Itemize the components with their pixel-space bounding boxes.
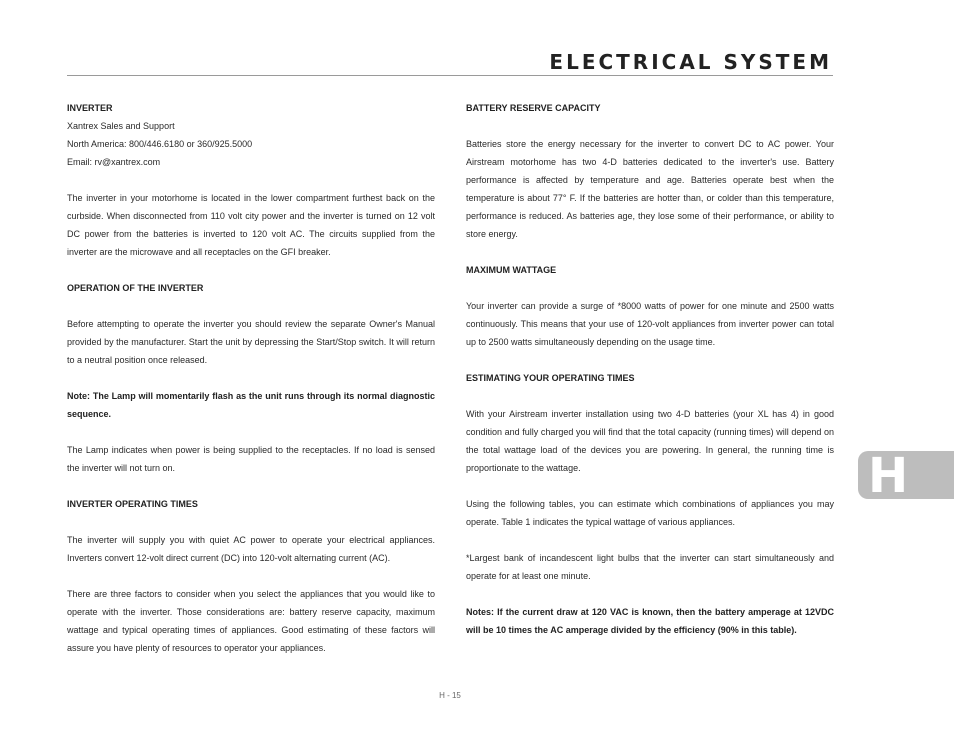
paragraph: Batteries store the energy necessary for the inverter to convert DC to AC power. Your Airstream motorhome has two 4-D batteries dedicated to the inverter's use. Battery performance is affected by temperature and age. Batteries operate best when the temperature is about 77° F. If the batteries are hotter than, or colder than this temperature, performance is reduced. As batteries age, they lose some of their performance, or ability to store energy. — [466, 139, 834, 239]
contact-line: Xantrex Sales and Support — [67, 121, 175, 131]
section-tab-letter: H — [868, 448, 909, 504]
paragraph: The inverter will supply you with quiet AC power to operate your electrical appliances. Inverters convert 12-volt direct current (DC) into 120-volt alternating current (AC). — [67, 535, 435, 563]
page-title: ELECTRICAL SYSTEM — [549, 50, 832, 74]
note-paragraph: Note: The Lamp will momentarily flash as the unit runs through its normal diagnostic sequence. — [67, 391, 435, 419]
paragraph: Your inverter can provide a surge of *8000 watts of power for one minute and 2500 watts continuously. This means that your use of 120-volt appliances from inverter power can total up to 2500 watts simultaneously depending on the usage time. — [466, 301, 834, 347]
page-number: H - 15 — [439, 691, 461, 700]
section-heading-operation: OPERATION OF THE INVERTER — [67, 283, 204, 293]
section-heading-battery: BATTERY RESERVE CAPACITY — [466, 103, 601, 113]
section-heading-operating-times: INVERTER OPERATING TIMES — [67, 499, 198, 509]
left-column — [67, 99, 435, 657]
section-heading-estimating: ESTIMATING YOUR OPERATING TIMES — [466, 373, 635, 383]
section-tab — [858, 448, 954, 504]
paragraph: Before attempting to operate the inverter you should review the separate Owner's Manual provided by the manufacturer. Start the unit by depressing the Start/Stop switch. It will return to a neutral position once released. — [67, 319, 435, 365]
header-rule — [67, 75, 833, 76]
paragraph: Using the following tables, you can estimate which combinations of appliances you may operate. Table 1 indicates the typical wattage of various appliances. — [466, 499, 834, 527]
section-heading-inverter: INVERTER — [67, 103, 113, 113]
contact-email: Email: rv@xantrex.com — [67, 157, 161, 167]
paragraph: The inverter in your motorhome is located in the lower compartment furthest back on the curbside. When disconnected from 110 volt city power and the inverter is turned on 12 volt DC power from the batteries is inverted to 120 volt AC. The circuits supplied from the inverter are the microwave and all receptacles on the GFI breaker. — [67, 193, 435, 257]
notes-paragraph: Notes: If the current draw at 120 VAC is known, then the battery amperage at 12VDC will be 10 times the AC amperage divided by the efficiency (90% in this table). — [466, 607, 834, 635]
section-heading-wattage: MAXIMUM WATTAGE — [466, 265, 557, 275]
paragraph: The Lamp indicates when power is being supplied to the receptacles. If no load is sensed the inverter will not turn on. — [67, 445, 435, 473]
paragraph: With your Airstream inverter installation using two 4-D batteries (your XL has 4) in good condition and fully charged you will find that the total capacity (running times) will depend on the total wattage load of the devices you are powering. In general, the running time is proportionate to the wattage. — [466, 409, 834, 473]
paragraph: There are three factors to consider when you select the appliances that you would like to operate with the inverter. Those considerations are: battery reserve capacity, maximum wattage and typical operating times of appliances. Good estimating of these factors will assure you have plenty of resources to operator your appliances. — [67, 589, 435, 653]
footnote: *Largest bank of incandescent light bulbs that the inverter can start simultaneously and operate for at least one minute. — [466, 553, 834, 581]
contact-line: North America: 800/446.6180 or 360/925.5000 — [67, 139, 253, 149]
right-column — [466, 99, 834, 639]
